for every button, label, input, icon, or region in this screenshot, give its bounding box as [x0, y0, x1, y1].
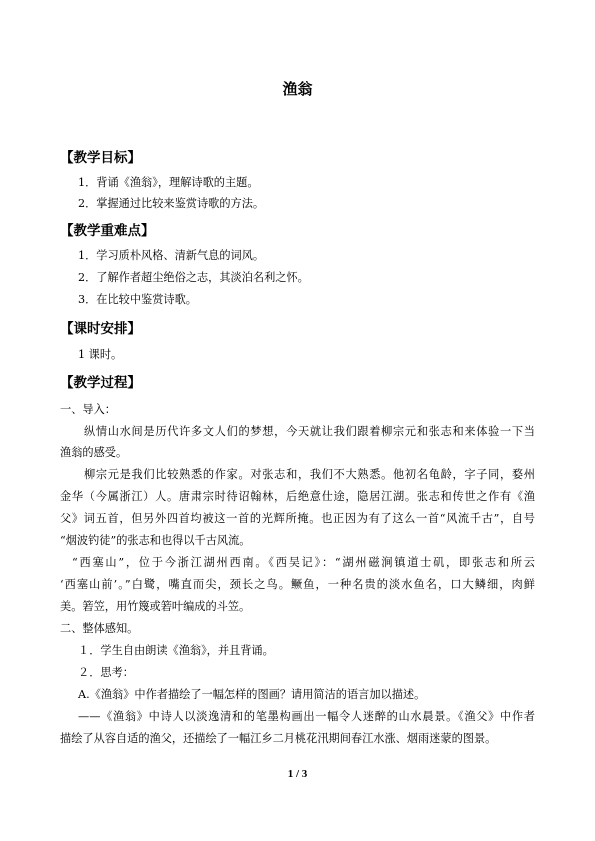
section-intro-heading: 一、导入： [60, 403, 116, 416]
heading-schedule: 【课时安排】 [60, 321, 141, 337]
page-title: 渔翁 [282, 80, 313, 98]
schedule-text: 1 课时。 [78, 348, 123, 361]
answer-line: ——《渔翁》中诗人以淡逸清和的笔墨构画出一幅令人迷醉的山水晨景。《渔父》中作者 [78, 710, 535, 723]
paragraph-line: 父》词五首，但另外四首均被这一首的光辉所掩。也正因为有了这么一首“风流千古”，自号 [60, 512, 535, 525]
question-a: A.《渔翁》中作者描绘了一幅怎样的图画？请用简洁的语言加以描述。 [78, 688, 426, 701]
heading-key-points: 【教学重难点】 [60, 223, 155, 239]
paragraph-line: 美。箬笠，用竹篾或箬叶编成的斗笠。 [60, 600, 251, 613]
section-overview-heading: 二、整体感知。 [60, 622, 139, 635]
paragraph-line: 柳宗元是我们比较熟悉的作家。对张志和，我们不大熟悉。他初名龟龄，字子同，婺州 [84, 468, 535, 481]
heading-process: 【教学过程】 [60, 375, 141, 391]
key-point-item: 2．了解作者超尘绝俗之志，其淡泊名利之怀。 [78, 271, 309, 284]
page-number: 1 / 3 [287, 768, 308, 780]
key-point-item: 1．学习质朴风格、清新气息的词风。 [78, 249, 265, 262]
overview-item: ２．思考： [78, 666, 134, 679]
overview-item: １．学生自由朗读《渔翁》，并且背诵。 [78, 644, 274, 657]
goal-item: 1．背诵《渔翁》，理解诗歌的主题。 [78, 176, 259, 189]
heading-goals: 【教学目标】 [60, 150, 141, 166]
paragraph-line: 纵情山水间是历代许多文人们的梦想，今天就让我们跟着柳宗元和张志和来体验一下当 [84, 425, 535, 438]
paragraph-line: “西塞山”，位于今浙江湖州西南。《西吴记》：“湖州磁涧镇道士矶，即张志和所云 [72, 556, 535, 569]
paragraph-line: ‘西塞山前’。”白鹭，嘴直而尖，颈长之鸟。鳜鱼，一种名贵的淡水鱼名，口大鳞细，肉鲜 [60, 578, 535, 591]
paragraph-line: 渔翁的感受。 [60, 446, 128, 459]
key-point-item: 3．在比较中鉴赏诗歌。 [78, 293, 197, 306]
goal-item: 2．掌握通过比较来鉴赏诗歌的方法。 [78, 197, 265, 210]
answer-line: 描绘了从容自适的渔父，还描绘了一幅江乡二月桃花汛期间春江水涨、烟雨迷蒙的图景。 [60, 732, 497, 745]
paragraph-line: 金华（今属浙江）人。唐肃宗时待诏翰林，后绝意仕途，隐居江湖。张志和传世之作有《渔 [60, 490, 535, 503]
paragraph-line: “烟波钓徒”的张志和也得以千古风流。 [60, 534, 251, 547]
